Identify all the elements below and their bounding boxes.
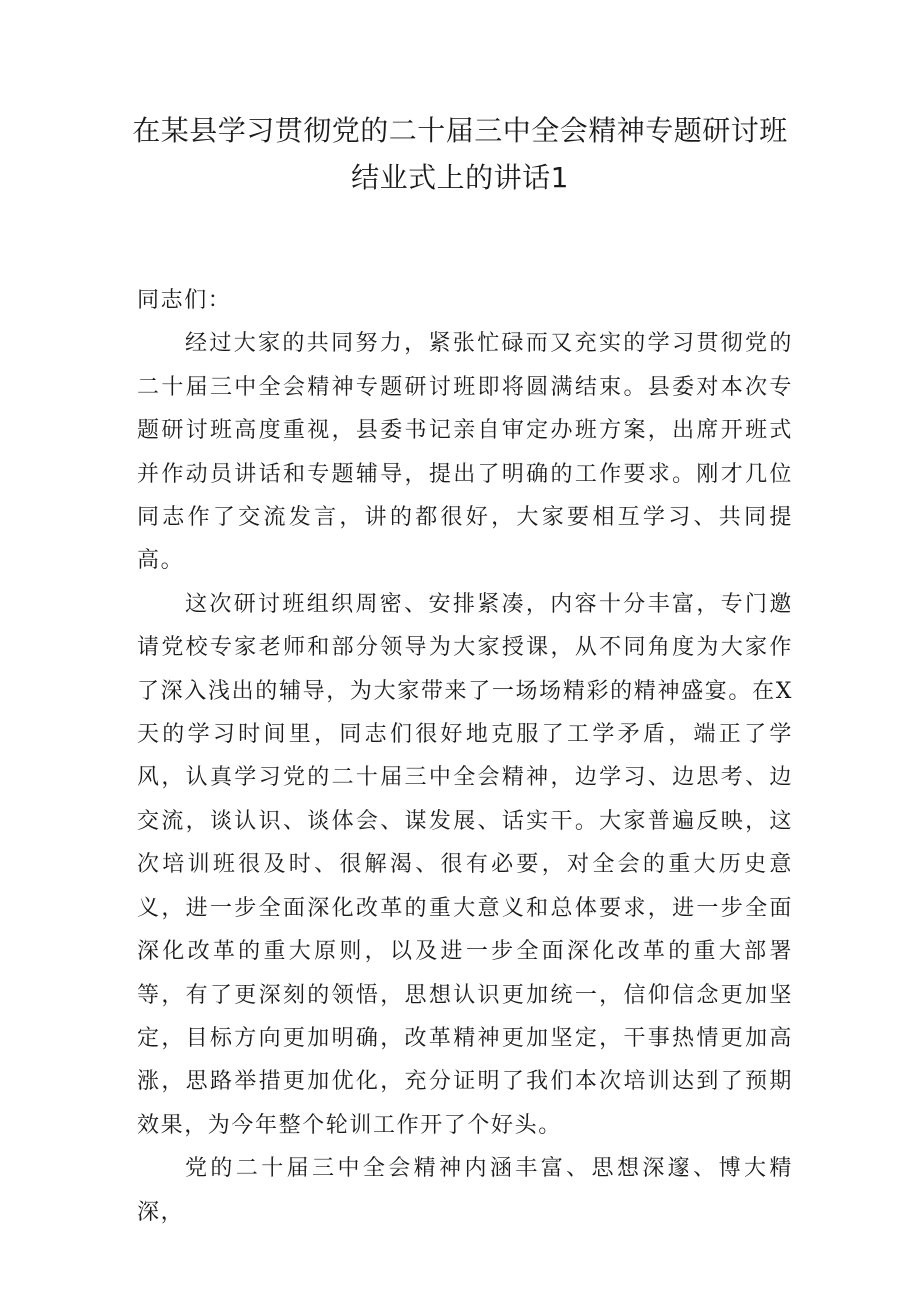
salutation: 同志们： bbox=[137, 288, 232, 313]
body-paragraph-1: 经过大家的共同努力，紧张忙碌而又充实的学习贯彻党的二十届三中全会精神专题研讨班即将圆满结束。县委对本次专题研讨班高度重视，县委书记亲自审定办班方案，出席开班式并作动员讲话和专题辅导，提出了明确的工作要求。刚才几位同志作了交流发言，讲的都很好，大家要相互学习、共同提高。 bbox=[137, 331, 793, 574]
document-title-line-2: 结业式上的讲话1 bbox=[351, 161, 569, 194]
body-paragraph-2: 这次研讨班组织周密、安排紧凑，内容十分丰富，专门邀请党校专家老师和部分领导为大家授课，从不同角度为大家作了深入浅出的辅导，为大家带来了一场场精彩的精神盛宴。在X天的学习时间里，同志们很好地克服了工学矛盾，端正了学风，认真学习党的二十届三中全会精神，边学习、边思考、边交流，谈认识、谈体会、谋发展、话实干。大家普遍反映，这次培训班很及时、很解渴、很有必要，对全会的重大历史意义，进一步全面深化改革的重大意义和总体要求，进一步全面深化改革的重大原则，以及进一步全面深化改革的重大部署等，有了更深刻的领悟，思想认识更加统一，信仰信念更加坚定，目标方向更加明确，改革精神更加坚定，干事热情更加高涨，思路举措更加优化，充分证明了我们本次培训达到了预期效果，为今年整个轮训工作开了个好头。 bbox=[137, 591, 793, 1138]
document-title-line-1: 在某县学习贯彻党的二十届三中全会精神专题研讨班 bbox=[132, 114, 788, 147]
body-paragraph-3: 党的二十届三中全会精神内涵丰富、思想深邃、博大精深， bbox=[137, 1156, 793, 1225]
document-body bbox=[137, 279, 793, 1234]
